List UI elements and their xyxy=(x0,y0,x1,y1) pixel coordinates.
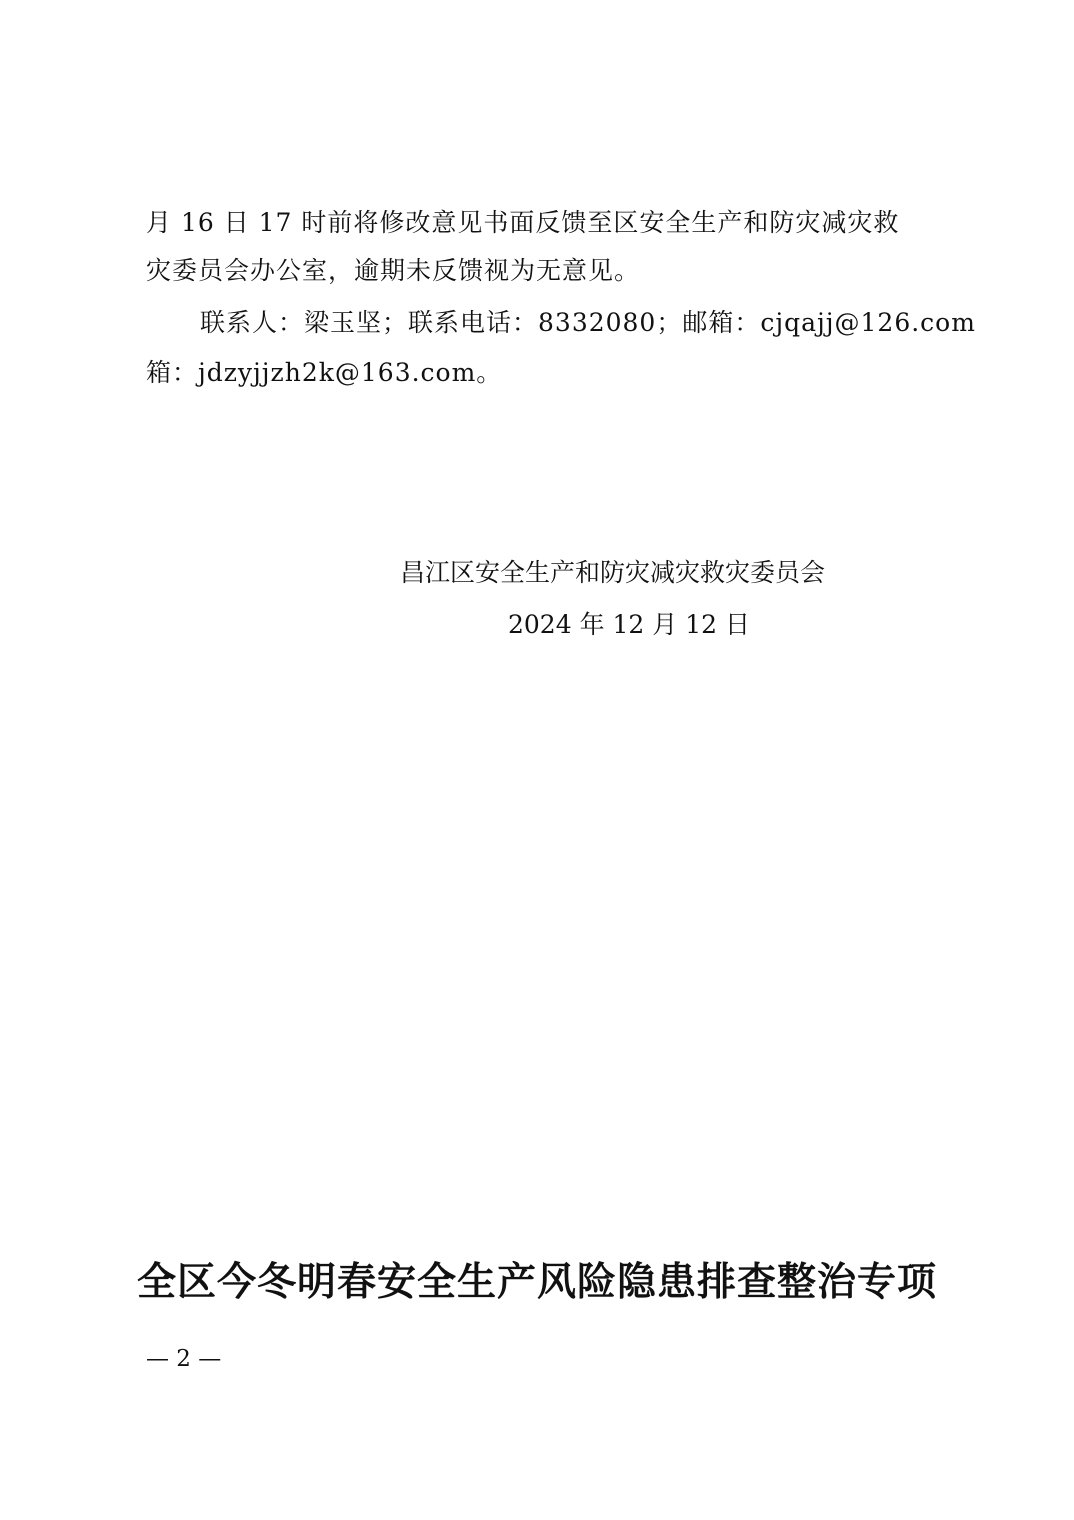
page-number: — 2 — xyxy=(146,1346,222,1372)
contact-info-line: 联系人：梁玉坚；联系电话：8332080；邮箱：cjqajj@126.com xyxy=(200,308,976,337)
body-text-line: 灾委员会办公室，逾期未反馈视为无意见。 xyxy=(146,256,641,285)
signature-organization: 昌江区安全生产和防灾减灾救灾委员会 xyxy=(400,558,826,587)
signature-date: 2024 年 12 月 12 日 xyxy=(508,610,750,639)
body-text-line: 月 16 日 17 时前将修改意见书面反馈至区安全生产和防灾减灾救 xyxy=(146,208,900,237)
contact-email-line: 箱：jdzyjjzh2k@163.com。 xyxy=(146,358,503,387)
section-title: 全区今冬明春安全生产风险隐患排查整治专项 xyxy=(136,1260,937,1305)
